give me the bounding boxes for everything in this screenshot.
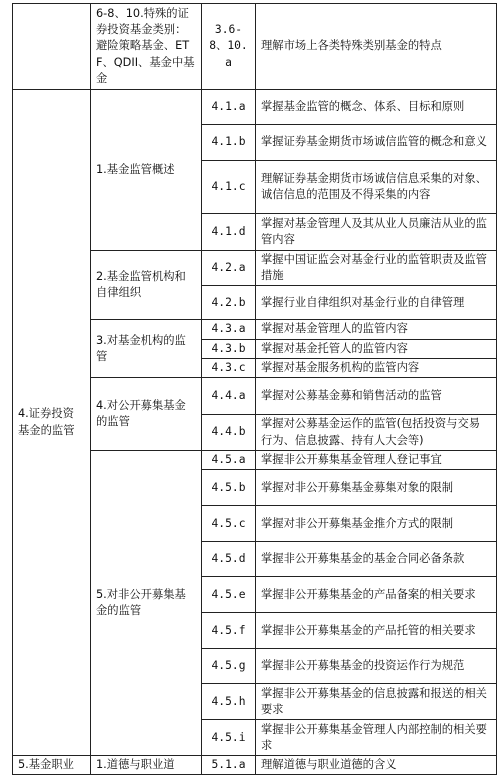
code-cell: 4.5.c	[202, 506, 256, 542]
table-row	[13, 756, 497, 775]
code-cell: 4.1.c	[202, 161, 256, 214]
code-cell: 4.2.a	[202, 251, 256, 286]
description-cell: 理解证券基金期货市场诚信信息采集的对象、诚信信息的范围及不得采集的内容	[256, 161, 497, 214]
description-cell: 掌握非公开募集基金的产品托管的相关要求	[256, 613, 497, 649]
code-cell: 3.6-8、10.a	[202, 4, 256, 90]
description-cell: 掌握非公开募集基金的基金合同必备条款	[256, 542, 497, 577]
description-cell: 掌握对非公开募集基金推介方式的限制	[256, 506, 497, 542]
code-cell: 4.4.a	[202, 378, 256, 415]
subsection-cell: 1.道德与职业道	[91, 756, 202, 775]
description-cell: 掌握对基金服务机构的监管内容	[256, 358, 497, 377]
section-cell: 5.基金职业	[13, 756, 91, 775]
description-cell: 掌握对非公开募集基金募集对象的限制	[256, 470, 497, 506]
description-cell: 掌握基金监管的概念、体系、目标和原则	[256, 90, 497, 125]
description-cell: 掌握对公募基金运作的监管(包括投资与交易行为、信息披露、持有人大会等)	[256, 415, 497, 451]
code-cell: 4.1.d	[202, 214, 256, 251]
code-cell: 4.5.a	[202, 451, 256, 470]
table-row	[13, 4, 497, 90]
description-cell: 掌握非公开募集基金的信息披露和报送的相关要求	[256, 684, 497, 720]
description-cell: 掌握行业自律组织对基金行业的自律管理	[256, 286, 497, 320]
description-cell: 掌握证券基金期货市场诚信监管的概念和意义	[256, 125, 497, 161]
description-cell: 掌握非公开募集基金的产品备案的相关要求	[256, 577, 497, 613]
code-cell: 4.5.f	[202, 613, 256, 649]
description-cell: 理解市场上各类特殊类别基金的特点	[256, 4, 497, 90]
syllabus-table	[12, 3, 497, 775]
description-cell: 掌握中国证监会对基金行业的监管职责及监管措施	[256, 251, 497, 286]
description-cell: 掌握对公募基金募和销售活动的监管	[256, 378, 497, 415]
section-cell: 4.证券投资基金的监管	[13, 90, 91, 756]
code-cell: 4.1.a	[202, 90, 256, 125]
subsection-cell: 5.对非公开募集基金的监管	[91, 451, 202, 756]
subsection-cell: 4.对公开募集基金的监管	[91, 378, 202, 451]
code-cell: 4.3.b	[202, 339, 256, 358]
code-cell: 4.5.i	[202, 720, 256, 756]
code-cell: 4.1.b	[202, 125, 256, 161]
code-cell: 4.2.b	[202, 286, 256, 320]
subsection-cell: 3.对基金机构的监管	[91, 320, 202, 378]
subsection-cell: 6-8、10.特殊的证券投资基金类别：避险策略基金、ETF、QDII、基金中基金	[91, 4, 202, 90]
description-cell: 掌握对基金管理人的监管内容	[256, 320, 497, 339]
description-cell: 掌握非公开募集基金管理人内部控制的相关要求	[256, 720, 497, 756]
code-cell: 4.5.e	[202, 577, 256, 613]
subsection-cell: 1.基金监管概述	[91, 90, 202, 251]
code-cell: 4.5.g	[202, 649, 256, 684]
section-cell-empty	[13, 4, 91, 90]
code-cell: 4.5.d	[202, 542, 256, 577]
code-cell: 4.3.c	[202, 358, 256, 377]
description-cell: 理解道德与职业道德的含义	[256, 756, 497, 775]
code-cell: 4.4.b	[202, 415, 256, 451]
code-cell: 4.5.h	[202, 684, 256, 720]
description-cell: 掌握非公开募集基金管理人登记事宜	[256, 451, 497, 470]
table-row	[13, 90, 497, 125]
code-cell: 5.1.a	[202, 756, 256, 775]
description-cell: 掌握对基金管理人及其从业人员廉洁从业的监管内容	[256, 214, 497, 251]
subsection-cell: 2.基金监管机构和自律组织	[91, 251, 202, 320]
description-cell: 掌握非公开募集基金的投资运作行为规范	[256, 649, 497, 684]
code-cell: 4.5.b	[202, 470, 256, 506]
description-cell: 掌握对基金托管人的监管内容	[256, 339, 497, 358]
code-cell: 4.3.a	[202, 320, 256, 339]
